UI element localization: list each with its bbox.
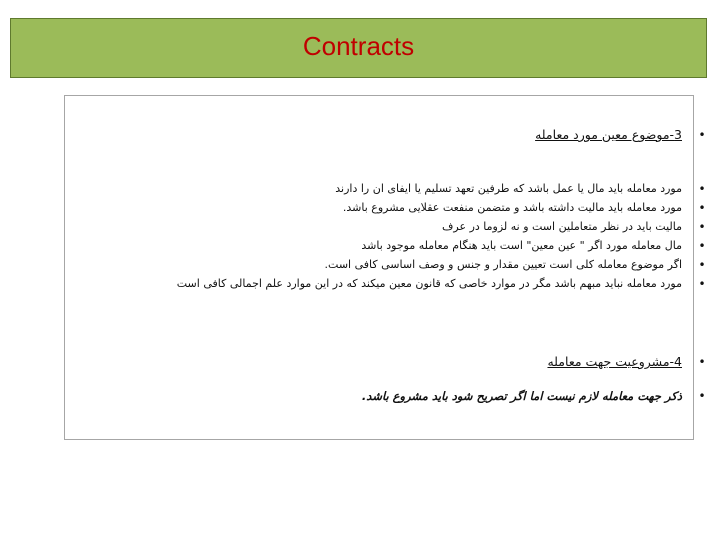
bullet-icon: •	[698, 258, 706, 272]
bullet-icon: •	[698, 277, 706, 291]
title-bar	[10, 18, 707, 78]
list-item-text: اگر موضوع معامله کلی است تعیین مقدار و جنس و وصف اساسی کافی است.	[324, 258, 682, 271]
list-item-text: مورد معامله باید مالیت داشته باشد و متضمن منفعت عقلایی مشروع باشد.	[342, 201, 682, 214]
list-item-heading-legitimacy	[64, 354, 710, 370]
bullet-icon: •	[698, 239, 706, 253]
list-item-heading-subject	[64, 127, 710, 143]
bullet-icon: •	[698, 182, 706, 196]
list-item	[64, 181, 710, 197]
list-item	[64, 257, 710, 273]
bullet-icon: •	[698, 201, 706, 215]
list-item-text: مالیت باید در نظر متعاملین است و نه لزوما در عرف	[442, 220, 682, 233]
bullet-icon: •	[698, 355, 706, 369]
bullet-icon: •	[698, 389, 706, 403]
list-item-text: ذکر جهت معامله لازم نیست اما اگر تصریح شود باید مشروع باشد.	[361, 389, 682, 403]
list-item-text: مورد معامله باید مال یا عمل باشد که طرفین تعهد تسلیم یا ایفای ان را دارند	[335, 182, 682, 195]
list-item	[64, 219, 710, 235]
list-item	[64, 388, 710, 404]
list-item-text: 4-مشروعیت جهت معامله	[547, 354, 682, 369]
bullet-icon: •	[698, 128, 706, 142]
bullet-icon: •	[698, 220, 706, 234]
list-item-text: مورد معامله نباید مبهم باشد مگر در موارد خاصی که قانون معین میکند که در این موارد علم اجمالی کافی است	[176, 277, 682, 290]
list-item	[64, 276, 710, 292]
slide-title: Contracts	[302, 31, 415, 61]
list-item	[64, 200, 710, 216]
list-item-text: 3-موضوع معین مورد معامله	[535, 127, 682, 142]
list-item-text: مال معامله مورد اگر " عین معین" است باید هنگام معامله موجود باشد	[361, 239, 682, 252]
list-item	[64, 238, 710, 254]
